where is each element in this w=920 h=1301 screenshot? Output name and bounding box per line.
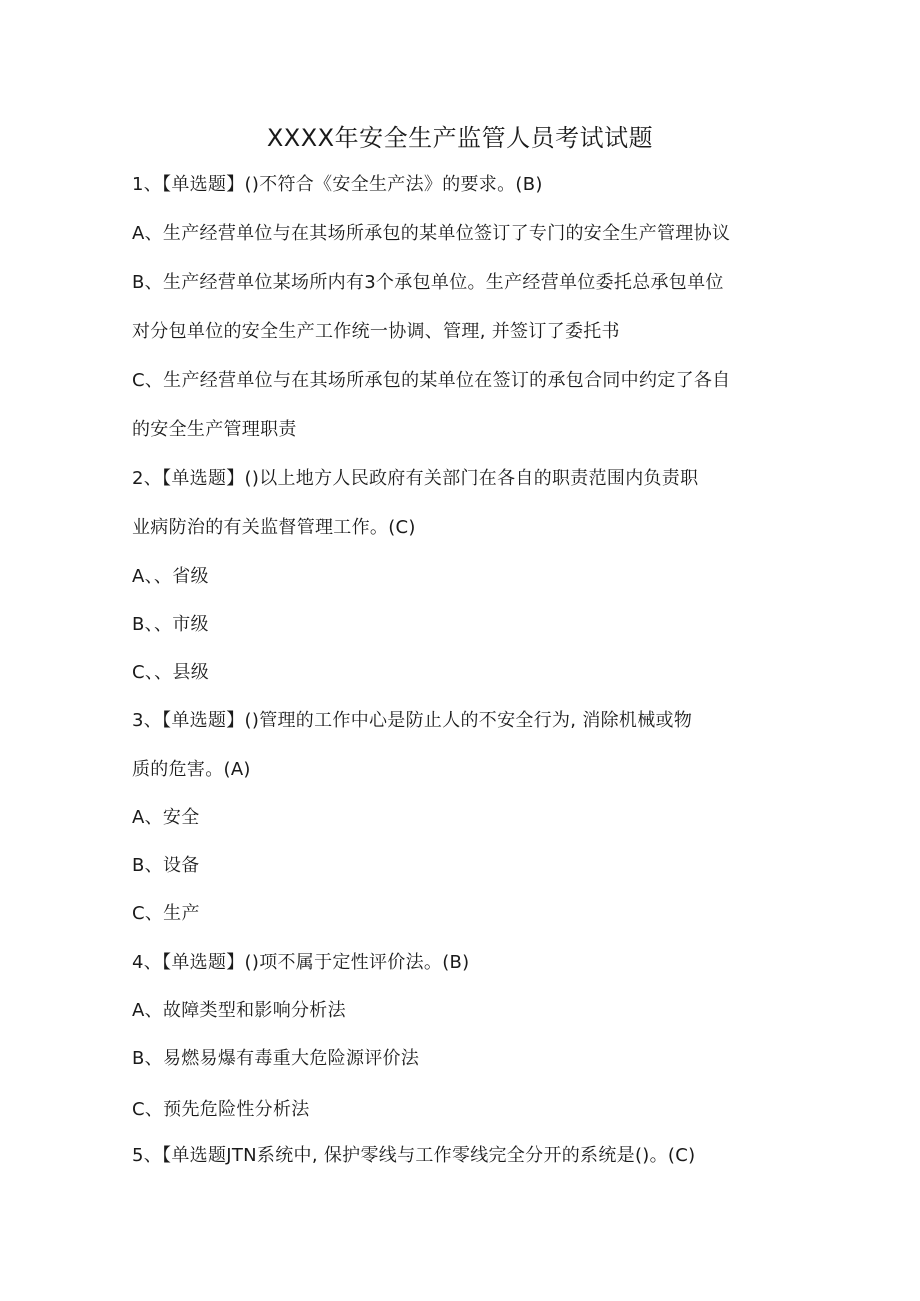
document-title: XXXX年安全生产监管人员考试试题	[266, 124, 654, 152]
question-4-option-a: A、故障类型和影响分析法	[132, 1000, 346, 1021]
question-4-option-c: C、预先危险性分析法	[132, 1099, 310, 1120]
question-4-text: 4、【单选题】()项不属于定性评价法。(B)	[132, 952, 470, 973]
question-3-option-b: B、设备	[132, 855, 200, 876]
question-1-option-c-continued: 的安全生产管理职责	[132, 419, 297, 440]
question-2-option-c: C、、县级	[132, 662, 210, 683]
question-2-text-continued: 业病防治的有关监督管理工作。(C)	[132, 517, 416, 538]
question-2-option-b: B、、市级	[132, 614, 209, 635]
question-1-option-a: A、生产经营单位与在其场所承包的某单位签订了专门的安全生产管理协议	[132, 223, 731, 244]
question-4-option-b: B、易燃易爆有毒重大危险源评价法	[132, 1048, 420, 1069]
question-5-text: 5、【单选题JTN系统中, 保护零线与工作零线完全分开的系统是()。(C)	[132, 1145, 696, 1166]
question-3-text: 3、【单选题】()管理的工作中心是防止人的不安全行为, 消除机械或物	[132, 710, 693, 731]
question-3-option-c: C、生产	[132, 903, 200, 924]
question-3-option-a: A、安全	[132, 807, 200, 828]
question-1-option-b: B、生产经营单位某场所内有3个承包单位。生产经营单位委托总承包单位	[132, 272, 724, 293]
question-1-option-b-continued: 对分包单位的安全生产工作统一协调、管理, 并签订了委托书	[132, 321, 620, 342]
question-2-text: 2、【单选题】()以上地方人民政府有关部门在各自的职责范围内负责职	[132, 468, 699, 489]
question-3-text-continued: 质的危害。(A)	[132, 759, 251, 780]
question-2-option-a: A、、省级	[132, 566, 209, 587]
question-1-text: 1、【单选题】()不符合《安全生产法》的要求。(B)	[132, 174, 543, 195]
question-1-option-c: C、生产经营单位与在其场所承包的某单位在签订的承包合同中约定了各自	[132, 370, 731, 391]
